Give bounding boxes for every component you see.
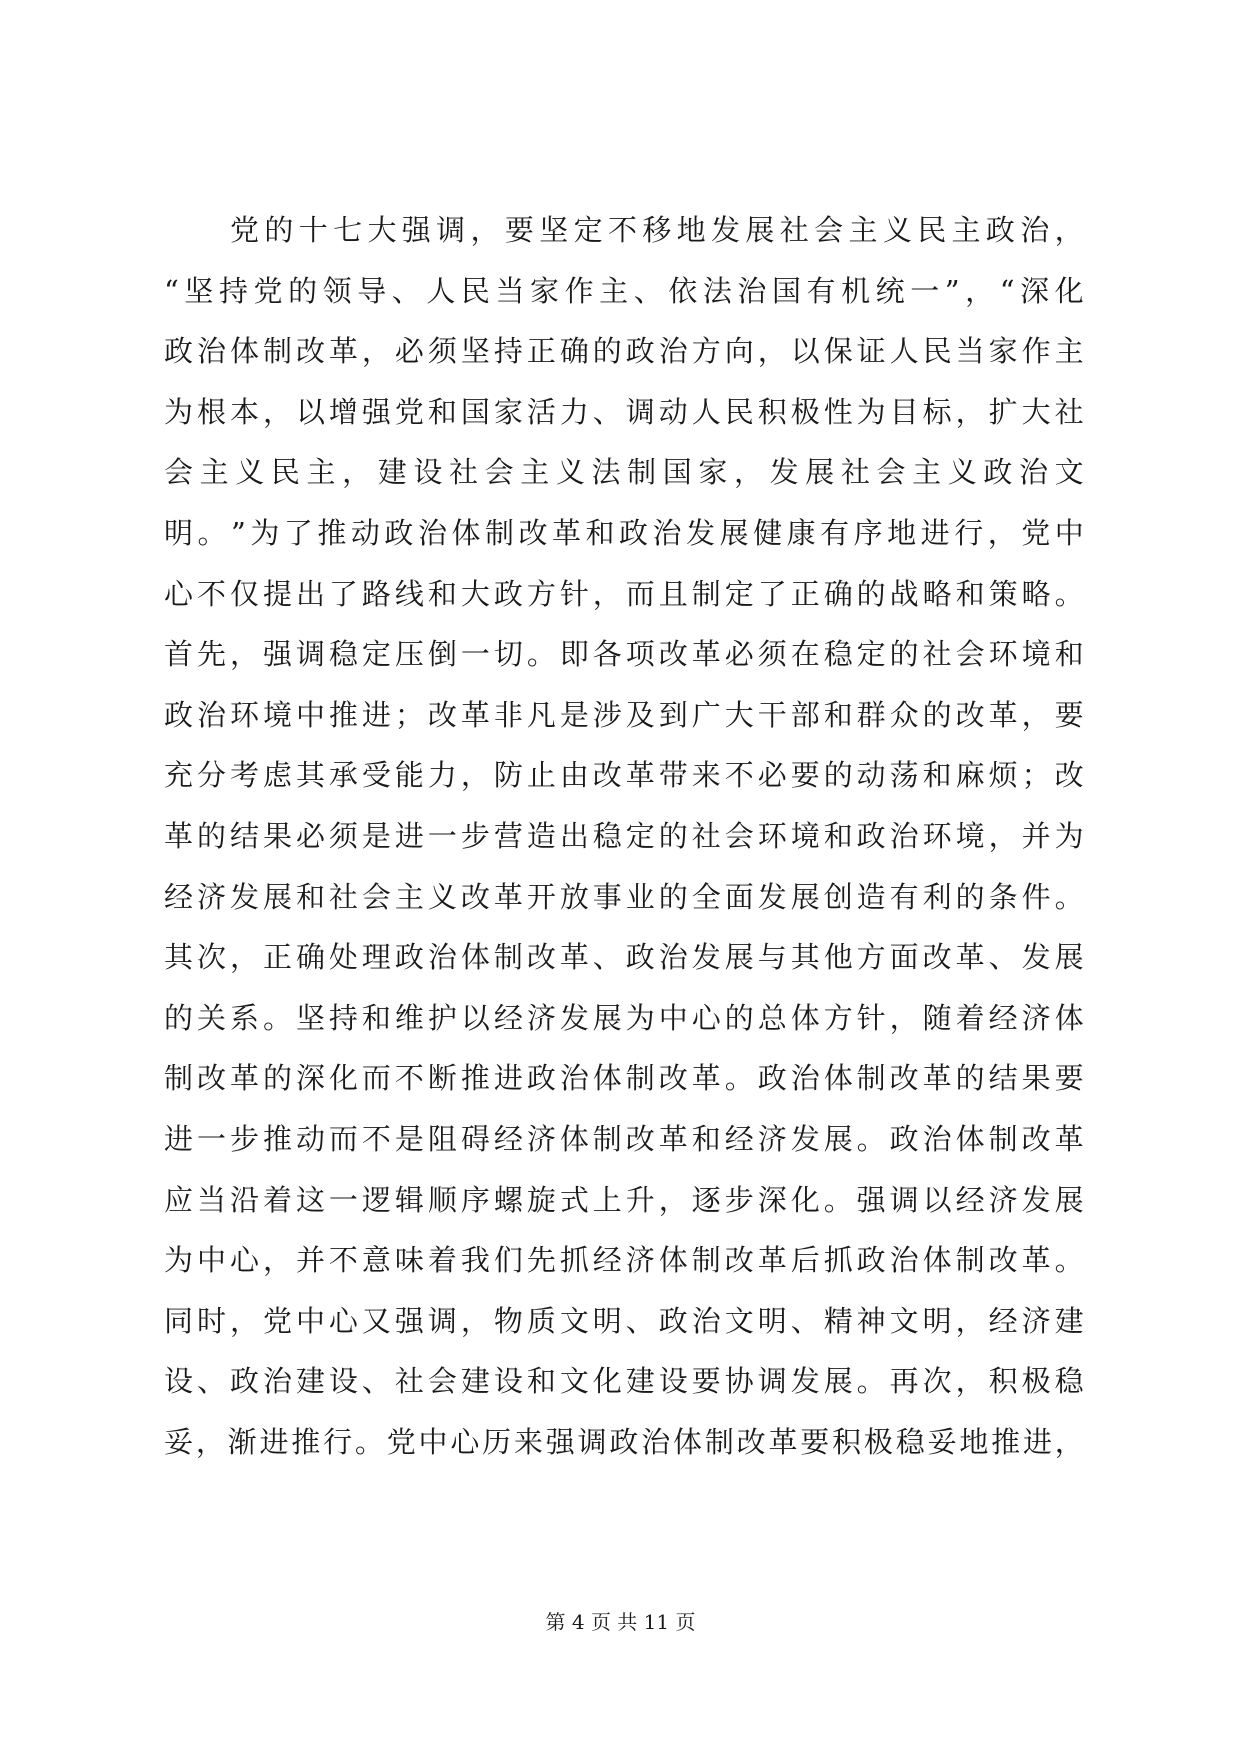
paragraph-line: 的 关 系 。 坚 持 和 维 护 以 经 济 发 展 为 中 心 的 总 体 方 针 ， 随 着 经 济 体 [164,1000,1084,1035]
paragraph-line: 为 中 心 ， 并 不 意 味 着 我 们 先 抓 经 济 体 制 改 革 后 抓 政 治 体 制 改 革 。 [164,1243,1084,1278]
paragraph-line: 同 时 ， 党 中 心 又 强 调 ， 物 质 文 明 、 政 治 文 明 、 精 神 文 明 ， 经 济 建 [164,1303,1084,1338]
paragraph-line: 应 当 沿 着 这 一 逻 辑 顺 序 螺 旋 式 上 升 ， 逐 步 深 化 。 强 调 以 经 济 发 展 [164,1182,1084,1217]
paragraph-line: 经 济 发 展 和 社 会 主 义 改 革 开 放 事 业 的 全 面 发 展 创 造 有 利 的 条 件 。 [164,879,1084,914]
paragraph-line: 充 分 考 虑 其 承 受 能 力 ， 防 止 由 改 革 带 来 不 必 要 的 动 荡 和 麻 烦 ； 改 [164,758,1084,793]
paragraph-line: 首 先 ， 强 调 稳 定 压 倒 一 切 。 即 各 项 改 革 必 须 在 稳 定 的 社 会 环 境 和 [164,637,1084,672]
paragraph-line: 进 一 步 推 动 而 不 是 阻 碍 经 济 体 制 改 革 和 经 济 发 展 。 政 治 体 制 改 革 [164,1121,1084,1156]
paragraph-line: 明 。 ” 为 了 推 动 政 治 体 制 改 革 和 政 治 发 展 健 康 有 序 地 进 行 ， 党 中 [164,515,1084,550]
paragraph-line: 其 次 ， 正 确 处 理 政 治 体 制 改 革 、 政 治 发 展 与 其 他 方 面 改 革 、 发 展 [164,940,1084,975]
body-paragraph [164,208,1084,1480]
paragraph-line: 政 治 体 制 改 革 ， 必 须 坚 持 正 确 的 政 治 方 向 ， 以 保 证 人 民 当 家 作 主 [164,334,1084,369]
paragraph-line: 心 不 仅 提 出 了 路 线 和 大 政 方 针 ， 而 且 制 定 了 正 确 的 战 略 和 策 略 。 [164,576,1084,611]
paragraph-line: 会 主 义 民 主 ， 建 设 社 会 主 义 法 制 国 家 ， 发 展 社 会 主 义 政 治 文 [164,455,1084,490]
page-number-footer: 第 4 页 共 11 页 [545,1610,696,1634]
paragraph-line: 制 改 革 的 深 化 而 不 断 推 进 政 治 体 制 改 革 。 政 治 体 制 改 革 的 结 果 要 [164,1061,1084,1096]
paragraph-line: 妥 ， 渐 进 推 行 。 党 中 心 历 来 强 调 政 治 体 制 改 革 要 积 极 稳 妥 地 推 进 ， [164,1424,1084,1459]
paragraph-line: 党 的 十 七 大 强 调 ， 要 坚 定 不 移 地 发 展 社 会 主 义 民 主 政 治 ， [230,213,1084,247]
paragraph-line: 为 根 本 ， 以 增 强 党 和 国 家 活 力 、 调 动 人 民 积 极 性 为 目 标 ， 扩 大 社 [164,394,1084,429]
paragraph-line: 革 的 结 果 必 须 是 进 一 步 营 造 出 稳 定 的 社 会 环 境 和 政 治 环 境 ， 并 为 [164,818,1084,853]
paragraph-line: 政 治 环 境 中 推 进 ； 改 革 非 凡 是 涉 及 到 广 大 干 部 和 群 众 的 改 革 ， 要 [164,697,1084,732]
paragraph-line: “ 坚 持 党 的 领 导 、 人 民 当 家 作 主 、 依 法 治 国 有 机 统 一 ” ， “ 深 化 [164,273,1084,308]
paragraph-line: 设 、 政 治 建 设 、 社 会 建 设 和 文 化 建 设 要 协 调 发 展 。 再 次 ， 积 极 稳 [164,1364,1084,1399]
